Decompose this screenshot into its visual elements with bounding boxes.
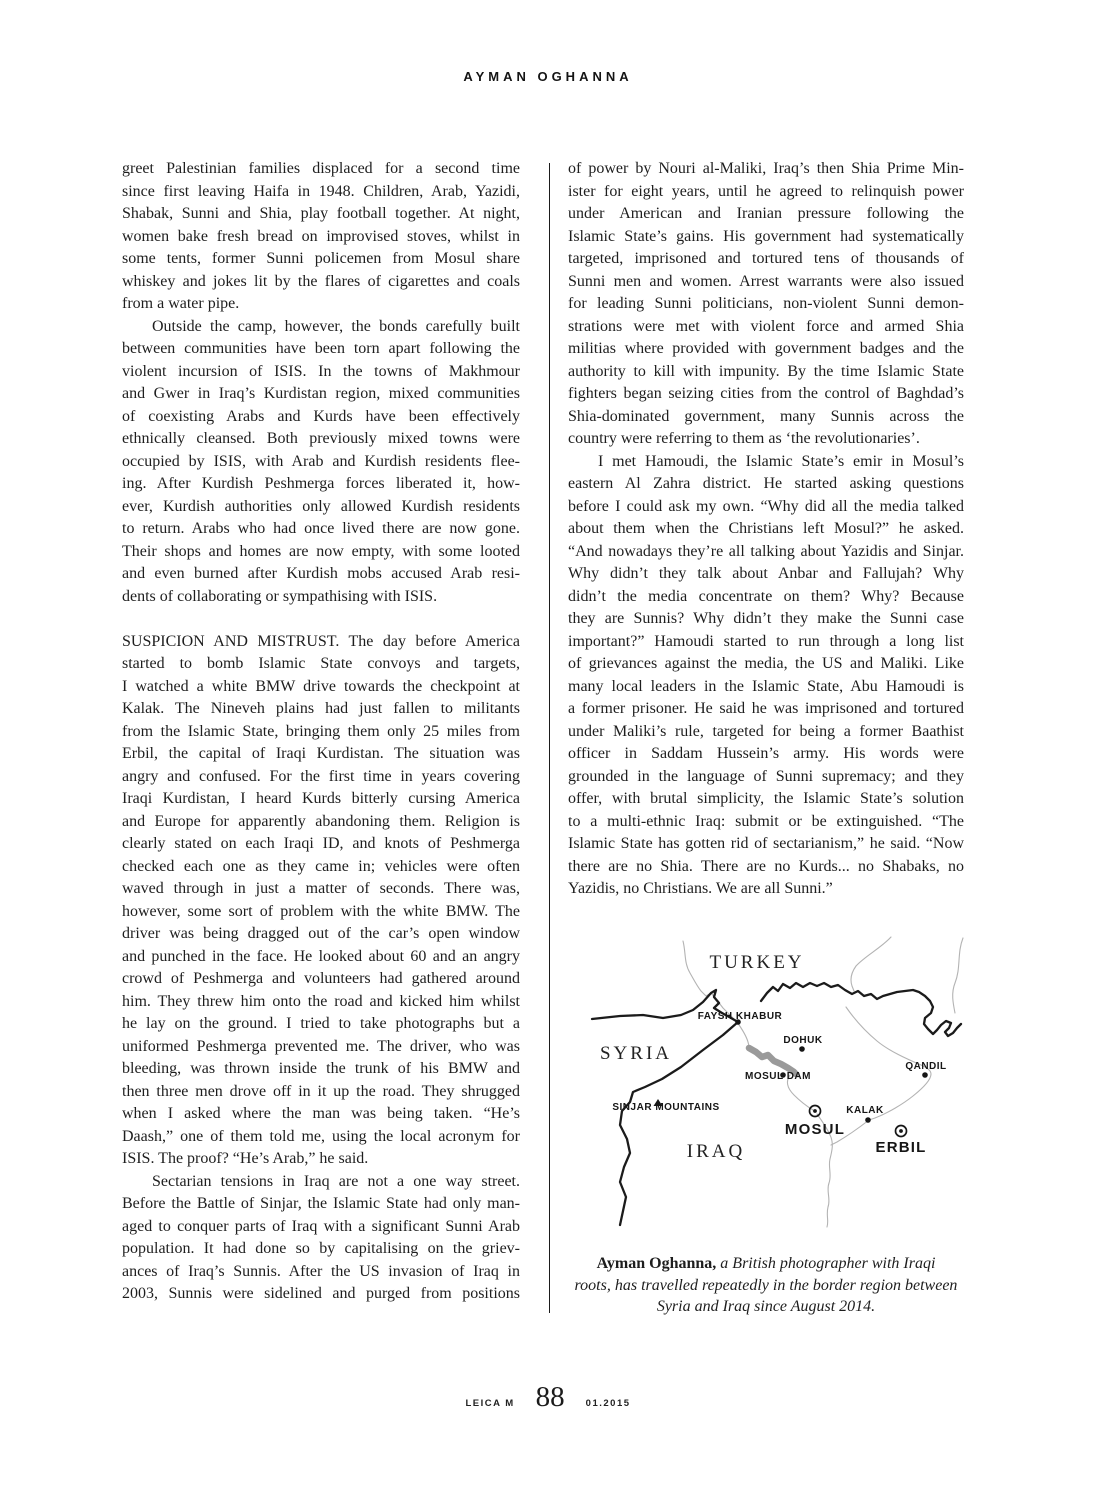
caption-line: Syria and Iraq since August 2014. bbox=[656, 1298, 876, 1315]
text-line: Shia-dominated government, many Sunnis across the bbox=[568, 407, 964, 425]
text-line: women bake fresh bread on improvised stoves, whilst in bbox=[122, 227, 520, 245]
text-line: of grievances against the media, the US and Maliki. Like bbox=[568, 655, 964, 672]
text-line: dents of collaborating or sympathising with ISIS. bbox=[122, 587, 438, 605]
text-line: offer, with brutal simplicity, the Islamic State’s solution bbox=[568, 790, 964, 807]
map-label-erbil: ERBIL bbox=[875, 1139, 927, 1156]
text-line: ever, Kurdish authorities only allowed Kurdish residents bbox=[122, 497, 520, 515]
text-line: angry and confused. For the first time in years covering bbox=[122, 767, 520, 785]
great-zab-river bbox=[831, 1007, 931, 1145]
text-line: ing. After Kurdish Peshmerga forces liberated it, how- bbox=[122, 475, 520, 492]
text-line: him. They threw him onto the road and kicked him whilst bbox=[122, 992, 520, 1010]
text-line: some tents, former Sunni policemen from Mosul share bbox=[122, 250, 520, 267]
map-marker-mosul-icon bbox=[810, 1106, 821, 1117]
text-line: he lay on the ground. I tried to take photographs but a bbox=[122, 1015, 520, 1032]
text-line: important?” Hamoudi started to run through a long list bbox=[568, 632, 964, 650]
text-line: strations were met with violent force and armed Shia bbox=[568, 317, 964, 335]
magazine-name: LEICA M bbox=[465, 1398, 515, 1409]
text-line: crowd of Peshmerga and volunteers had gathered around bbox=[122, 970, 520, 987]
text-line: and even burned after Kurdish mobs accused Arab resi- bbox=[122, 565, 520, 582]
text-line: 2003, Sunnis were sidelined and purged from positions bbox=[122, 1285, 520, 1302]
map-label-mosul: MOSUL bbox=[784, 1121, 846, 1138]
author-caption bbox=[568, 1253, 964, 1318]
text-line: under Maliki’s rule, targeted for being a former Baathist bbox=[568, 722, 964, 740]
map-label-kalak: KALAK bbox=[846, 1105, 884, 1116]
issue-number: 01.2015 bbox=[585, 1398, 631, 1409]
text-line: and punched in the face. He looked about 60 and an angry bbox=[122, 947, 520, 965]
text-line: Before the Battle of Sinjar, the Islamic State had only man- bbox=[122, 1195, 520, 1212]
page-footer bbox=[448, 1381, 648, 1414]
text-line: aged to conquer parts of Iraq with a significant Sunni Arab bbox=[122, 1217, 520, 1235]
text-line: driver was being dragged out of the car’s open window bbox=[122, 925, 520, 942]
text-line: they are Sunnis? Why didn’t they make the Sunni case bbox=[568, 610, 964, 627]
text-line: Islamic State has gotten rid of sectarianism,” he said. “Now bbox=[568, 835, 964, 852]
text-line: whiskey and jokes lit by the flares of cigarettes and coals bbox=[122, 272, 520, 290]
text-line: Outside the camp, however, the bonds carefully built bbox=[152, 317, 520, 335]
map-marker-erbil-icon bbox=[896, 1126, 907, 1137]
text-line: ISIS. The proof? “He’s Arab,” he said. bbox=[122, 1150, 369, 1167]
text-line: eastern Al Zahra district. He started asking questions bbox=[568, 475, 964, 492]
turkey-iraq-border bbox=[761, 983, 961, 1036]
text-line: of coexisting Arabs and Kurds have been effectively bbox=[122, 407, 520, 425]
text-line: Daash,” one of them told me, using the local acronym for bbox=[122, 1127, 520, 1145]
text-line: Iraqi Kurdistan, I heard Kurds bitterly cursing America bbox=[122, 790, 520, 807]
text-line: officer in Saddam Hussein’s army. His words were bbox=[568, 745, 964, 762]
text-line: Erbil, the capital of Iraqi Kurdistan. The situation was bbox=[122, 745, 520, 762]
text-line: from a water pipe. bbox=[122, 295, 240, 312]
text-line: then three men drove off in it up the road. They shrugged bbox=[122, 1082, 520, 1100]
text-line: many local leaders in the Islamic State, Abu Hamoudi is bbox=[568, 677, 964, 695]
text-line: when I asked where the man was being taken. “He’s bbox=[122, 1105, 520, 1122]
text-line: population. It had done so by capitalising on the griev- bbox=[122, 1240, 520, 1257]
map-label-syria: SYRIA bbox=[599, 1043, 673, 1064]
caption-author-name: Ayman Oghanna, bbox=[596, 1255, 717, 1272]
text-line: Shabak, Sunni and Shia, play football together. At night, bbox=[122, 205, 520, 222]
text-line: and Gwer in Iraq’s Kurdistan region, mixed communities bbox=[122, 385, 520, 402]
text-line: didn’t the media concentrate on them? Why? Because bbox=[568, 587, 964, 605]
caption-line: Ayman Oghanna, a British photographer with Iraqi bbox=[596, 1255, 936, 1272]
text-line: militias where provided with government badges and the bbox=[568, 340, 964, 357]
text-line: Their shops and homes are now empty, with some looted bbox=[122, 542, 520, 560]
text-line: I watched a white BMW drive towards the checkpoint at bbox=[122, 677, 520, 695]
text-line: under American and Iranian pressure following the bbox=[568, 205, 964, 222]
text-line: started to bomb Islamic State convoys and targets, bbox=[122, 655, 520, 672]
right-column bbox=[568, 158, 964, 901]
map-label-turkey: TURKEY bbox=[709, 952, 805, 973]
text-line: I met Hamoudi, the Islamic State’s emir in Mosul’s bbox=[598, 452, 964, 470]
turkey-river-far-east bbox=[953, 938, 963, 1013]
text-line: to a multi-ethnic Iraq: submit or be extinguished. “The bbox=[568, 812, 964, 830]
text-line: violent incursion of ISIS. In the towns of Makhmour bbox=[122, 362, 520, 380]
text-line: Islamic State’s gains. His government had systematically bbox=[568, 227, 964, 245]
text-line: authority to kill with impunity. By the time Islamic State bbox=[568, 362, 964, 380]
page-number: 88 bbox=[535, 1381, 565, 1413]
region-map bbox=[565, 928, 995, 1240]
text-line: waved through in just a matter of seconds. There was, bbox=[122, 880, 520, 897]
map-marker-qandil-icon bbox=[922, 1072, 928, 1078]
text-line: country were referring to them as ‘the revolutionaries’. bbox=[568, 430, 920, 447]
text-line: of power by Nouri al-Maliki, Iraq’s then Shia Prime Min- bbox=[568, 160, 964, 177]
caption-line: roots, has travelled repeatedly in the border region between bbox=[574, 1276, 958, 1294]
text-line: a former prisoner. He said he was imprisoned and tortured bbox=[568, 700, 964, 717]
text-line: before I could ask my own. “Why did all the media talked bbox=[568, 497, 964, 515]
text-line: to return. Arabs who had once lived there are now gone. bbox=[122, 520, 520, 537]
text-line: ances of Iraq’s Sunnis. After the US invasion of Iraq in bbox=[122, 1262, 520, 1280]
text-line: ethnically cleansed. Both previously mixed towns were bbox=[122, 430, 520, 447]
text-line: SUSPICION AND MISTRUST. The day before America bbox=[122, 632, 520, 650]
text-line: there are no Shia. There are no Kurds... no Shabaks, no bbox=[568, 857, 964, 875]
text-line: occupied by ISIS, with Arab and Kurdish residents flee- bbox=[122, 452, 520, 470]
map-label-sinjar-mountains: SINJAR MOUNTAINS bbox=[612, 1102, 720, 1113]
text-line: checked each one as they came in; vehicles were often bbox=[122, 857, 520, 875]
text-line: clearly stated on each Iraqi ID, and knots of Peshmerga bbox=[122, 835, 520, 852]
text-line: targeted, imprisoned and tortured tens of thousands of bbox=[568, 250, 964, 267]
text-line: Kalak. The Nineveh plains had just fallen to militants bbox=[122, 700, 520, 717]
text-line: between communities have been torn apart following the bbox=[122, 340, 520, 357]
map-label-qandil: QANDIL bbox=[905, 1061, 947, 1072]
page-title: AYMAN OGHANNA bbox=[463, 69, 633, 84]
text-line: Sunni men and women. Arrest warrants were also issued bbox=[568, 272, 964, 290]
map-marker-dohuk-icon bbox=[799, 1046, 805, 1052]
text-line: Why didn’t they talk about Anbar and Fallujah? Why bbox=[568, 565, 964, 582]
column-divider bbox=[549, 163, 550, 1313]
text-line: from the Islamic State, bringing them only 25 miles from bbox=[122, 722, 520, 740]
map-label-iraq: IRAQ bbox=[686, 1141, 746, 1162]
text-line: ister for eight years, until he agreed to relinquish power bbox=[568, 182, 964, 200]
text-line: since first leaving Haifa in 1948. Children, Arab, Yazidi, bbox=[122, 182, 520, 200]
map-label-faysh-khabur: FAYSH KHABUR bbox=[697, 1011, 783, 1022]
blank-line bbox=[122, 608, 520, 631]
map-label-dohuk: DOHUK bbox=[783, 1035, 823, 1046]
text-line: greet Palestinian families displaced for a second time bbox=[122, 160, 520, 177]
text-line: “And nowadays they’re all talking about Yazidis and Sinjar. bbox=[568, 542, 964, 560]
text-line: for leading Sunni politicians, non-violent Sunni demon- bbox=[568, 295, 964, 312]
text-line: about them when the Christians left Mosul?” he asked. bbox=[568, 520, 964, 537]
text-line: Sectarian tensions in Iraq are not a one way street. bbox=[152, 1172, 520, 1190]
left-column bbox=[122, 158, 520, 1306]
text-line: grounded in the language of Sunni supremacy; and they bbox=[568, 767, 964, 785]
text-line: however, some sort of problem with the white BMW. The bbox=[122, 902, 520, 920]
map-marker-kalak-icon bbox=[865, 1117, 871, 1123]
text-line: fighters began seizing cities from the control of Baghdad’s bbox=[568, 385, 964, 402]
text-line: uniformed Peshmerga prevented me. The driver, who was bbox=[122, 1037, 520, 1055]
text-line: and Europe for apparently abandoning them. Religion is bbox=[122, 812, 520, 830]
text-line: bleeding, was thrown inside the trunk of his BMW and bbox=[122, 1060, 520, 1077]
turkey-river-northeast bbox=[851, 937, 891, 991]
map-label-mosul-dam: MOSUL DAM bbox=[745, 1071, 811, 1082]
text-line: Yazidis, no Christians. We are all Sunni.” bbox=[568, 880, 833, 897]
